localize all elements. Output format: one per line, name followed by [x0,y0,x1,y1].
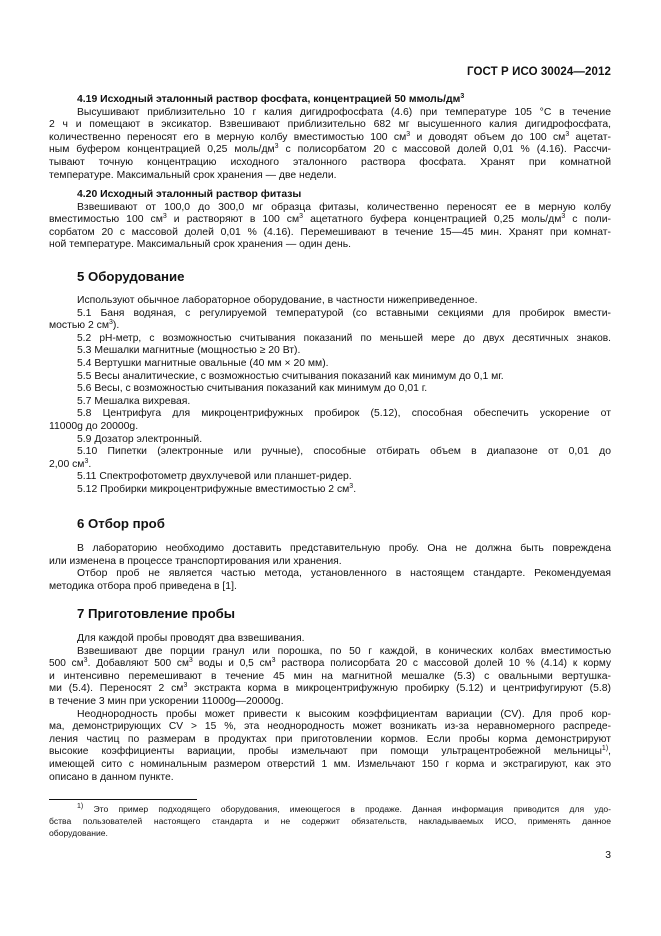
section-7-title: 7 Приготовление пробы [77,606,236,621]
section-5-list: Используют обычное лабораторное оборудование, в частности нижеприведенное. 5.1 Баня водяная, с регулируемой температурой (со вставными секциями для пробирок вмести- мостью 2 $см^3$). 5.2 pH-метр, с возможностью считывания показаний по меньшей мере до двух десятичных знаков. 5.3 Мешалки магнитные (мощностью ≥ 20 Вт). 5.4 Вертушки магнитные овальные (40 мм × 20 мм). 5.5 Весы аналитические, с возможностью считывания показаний как минимум до 0,1 мг. 5.6 Весы, с возможностью считывания показаний как минимум до 0,01 г. 5.7 Мешалка вихревая. 5.8 Центрифуга для микроцентрифужных пробирок (5.12), способная обеспечить ускорение от 11000g до 20000g. 5.9 Дозатор электронный. 5.10 Пипетки (электронные или ручные), способные отбирать объем в диапазоне от 0,01 до 2,00 $см^3$. 5.11 Спектрофотометр двухлучевой или планшет-ридер. 5.12 Пробирки микроцентрифужные вместимостью 2 $см^3$. [49,295,611,495]
page-number: 3 [605,850,611,861]
section-5 [49,269,611,497]
section-7-text: Для каждой пробы проводят два взвешивания. Взвешивают две порции гранул или порошка, по 50 г каждой, в конических колбах вместимостью 500 $см^3$. Добавляют 500 $см^3$ воды и 0,5 $см^3$ раствора полисорбата 20 с массовой долей 10 % (4.14) к корму и интенсивно перемешивают в течение 45 мин на магнитной мешалке (5.3) с овальными вертушка- ми (5.4). Переносят 2 $см^3$ экстракта корма в микроцентрифужную пробирку (5.12) и центрифугируют (5.8) в течение 3 мин при ускорении 11000g—20000g. Неоднородность пробы может привести к высоким коэффициентам вариации (CV). Для проб кор- ма, демонстрирующих CV > 15 %, эта неоднородность может возникать из-за неравномерного распреде- ления частиц по размерам в продуктах при приготовлении кормов. Если пробы корма демонстрируют высокие коэффициенты вариации, пробы измельчают при помощи ультрацентробежной мельницы$^{1)}$, имеющей сито с номинальным размером отверстий 1 мм. Измельчают 150 г корма и экстрагируют, как это описано в данном пункте. [49,633,611,783]
section-4-19-title: 4.19 Исходный эталонный раствор фосфата, концентрацией 50 ммоль/$дм^3$ [77,93,465,105]
section-5-title: 5 Оборудование [77,269,185,284]
section-4-20-title: 4.20 Исходный эталонный раствор фитазы [77,189,302,200]
section-6 [49,516,611,593]
section-4-19 [49,94,611,182]
section-6-text: В лабораторию необходимо доставить представительную пробу. Она не должна быть повреждена или изменена в процессе транспортирования или хранения. Отбор проб не является частью метода, установленного в настоящем стандарте. Рекомендуемая методика отбора проб приведена в [1]. [49,543,611,592]
standard-header: ГОСТ Р ИСО 30024—2012 [466,66,611,78]
section-4-19-text: Высушивают приблизительно 10 г калия дигидрофосфата (4.6) при температуре 105 °С в течение 2 ч и помещают в эксикатор. Взвешивают приблизительно 682 мг высушенного калия дигидрофосфата, количественно переносят его в мерную колбу вместимостью 100 $см^3$ и доводят объем до 100 $см^3$ ацетат- ным буфером концентрацией 0,25 моль/$дм^3$ с полисорбатом 20 с массовой долей 0,01 % (4.16). Рассчи- тывают точную концентрацию исходного эталонного раствора фосфата. Хранят при комнатной температуре. Максимальный срок хранения — две недели. [49,106,611,181]
section-4-20 [49,189,611,252]
footnote-divider [49,799,197,800]
footnote-text: $^{1)}$ Это пример подходящего оборудования, имеющегося в продаже. Данная информация приводится для удо- бства пользователей настоящего стандарта и не содержит обязательств, накладываемых ИСО, применять данное оборудование. [49,803,611,838]
section-7 [49,606,611,784]
footnote [49,803,611,839]
section-4-20-text: Взвешивают от 100,0 до 300,0 мг образца фитазы, количественно переносят ее в мерную колбу вместимостью 100 $см^3$ и растворяют в 100 $см^3$ ацетатного буфера концентрацией 0,25 моль/$дм^3$ с поли- сорбатом 20 с массовой долей 0,01 % (4.16). Перемешивают в течение 15—45 мин. Хранят при комнат- ной температуре. Максимальный срок хранения — один день. [49,201,611,251]
section-6-title: 6 Отбор проб [77,516,165,531]
